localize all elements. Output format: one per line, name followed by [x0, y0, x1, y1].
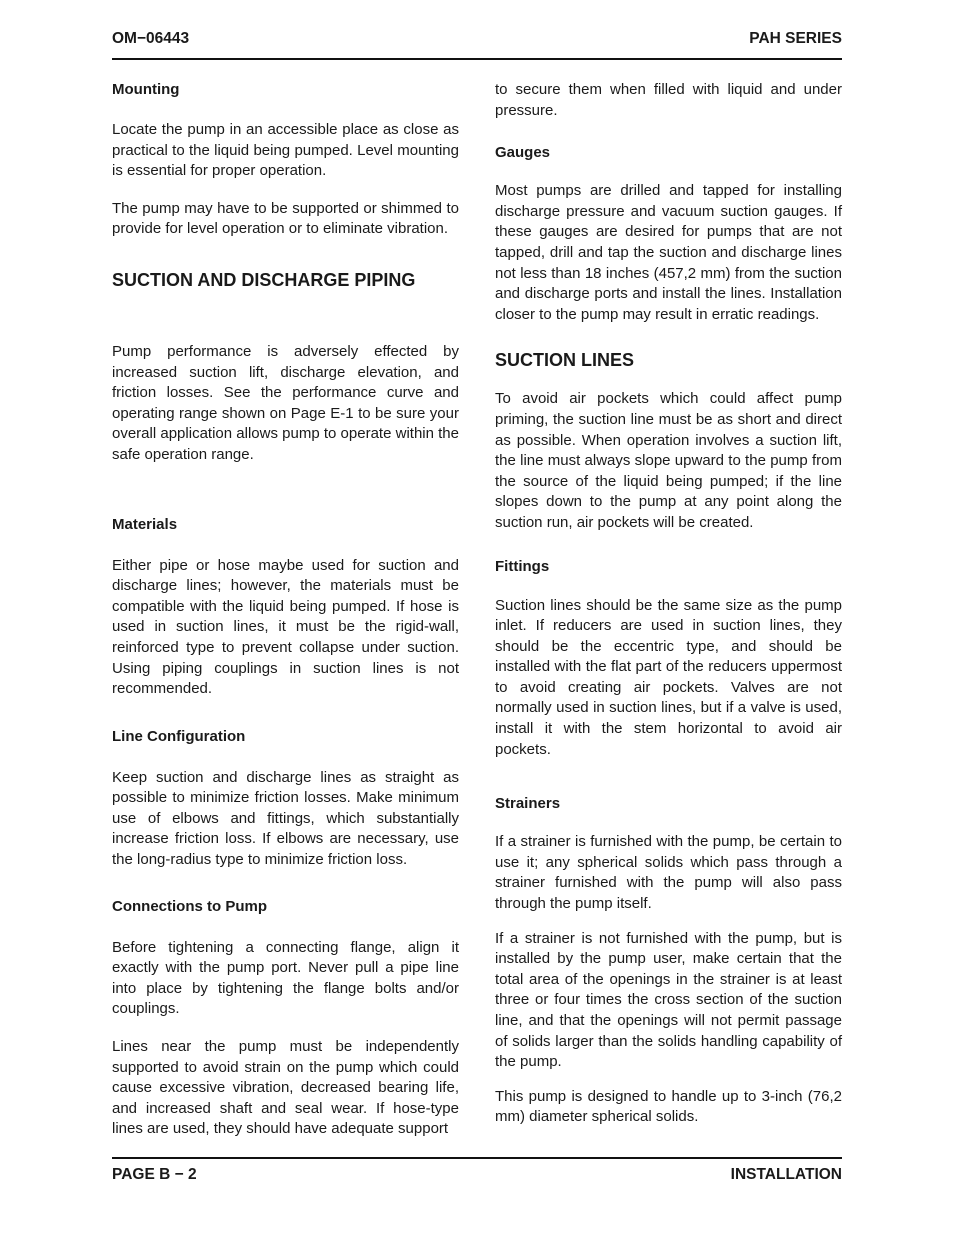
mounting-heading: Mounting — [112, 81, 180, 98]
line-configuration-heading: Line Configuration — [112, 727, 246, 745]
right-column — [495, 80, 842, 1128]
strainers-paragraph-3: This pump is designed to handle up to 3-inch (76,2 mm) diameter spherical solids. — [495, 1087, 842, 1126]
materials-heading: Materials — [112, 515, 178, 533]
series-name: PAH SERIES — [749, 30, 842, 47]
strainers-paragraph-2: If a strainer is not furnished with the pump, but is installed by the pump user, make certain that the total area of the openings in the strainer is at least three or four times the cross section of the suction line, and that the openings will not permit passage of solids larger than the solids handling capability of the pump. — [495, 929, 842, 1071]
left-column — [112, 80, 459, 1140]
strainers-paragraph-1: If a strainer is furnished with the pump, be certain to use it; any spherical solids which pass through a strainer furnished with the pump will also pass through the pump itself. — [495, 833, 842, 913]
mounting-paragraph-2: The pump may have to be supported or shimmed to provide for level operation or to eliminate vibration. — [112, 199, 459, 238]
suction-discharge-paragraph: Pump performance is adversely effected by increased suction lift, discharge elevation, and friction losses. See the performance curve and operating range shown on Page E-1 to be sure your overall application allows pump to operate within the safe operation range. — [112, 342, 459, 463]
footer-rule — [112, 1157, 842, 1159]
suction-discharge-piping-heading: SUCTION AND DISCHARGE PIPING — [112, 269, 416, 290]
fittings-heading: Fittings — [495, 557, 550, 575]
line-configuration-paragraph: Keep suction and discharge lines as straight as possible to minimize friction losses. Make minimum use of elbows and fittings, which substantially increase friction loss. If elbows are necessary, use the long-radius type to minimize friction loss. — [112, 768, 459, 869]
connections-paragraph-2: Lines near the pump must be independently supported to avoid strain on the pump which could cause excessive vibration, decreased bearing life, and increased shaft and seal wear. If hose-type lines are used, they should have adequate support — [112, 1038, 459, 1138]
continuation-paragraph: to secure them when filled with liquid and under pressure. — [495, 81, 842, 119]
document-number: OM−06443 — [112, 30, 190, 47]
suction-lines-paragraph: To avoid air pockets which could affect pump priming, the suction line must be as short and direct as possible. When operation involves a suction lift, the line must always slope upward to the pump from the source of the liquid being pumped; if the line slopes down to the pump at any point along the suction run, air pockets will be created. — [495, 390, 842, 531]
section-name: INSTALLATION — [730, 1166, 842, 1183]
connections-heading: Connections to Pump — [112, 897, 267, 915]
materials-paragraph: Either pipe or hose maybe used for suction and discharge lines; however, the materials must be compatible with the liquid being pumped. If hose is used in suction lines, it must be the rigid-wall, reinforced type to prevent collapse under suction. Using piping couplings in suction lines is not recommended. — [112, 556, 459, 698]
mounting-paragraph-1: Locate the pump in an accessible place as close as practical to the liquid being pumped. Level mounting is essential for proper operation. — [112, 121, 459, 180]
page-number: PAGE B − 2 — [112, 1166, 197, 1183]
connections-paragraph-1: Before tightening a connecting flange, align it exactly with the pump port. Never pull a pipe line into place by tightening the flange bolts and/or couplings. — [112, 938, 459, 1018]
fittings-paragraph: Suction lines should be the same size as the pump inlet. If reducers are used in suction lines, they should be the eccentric type, and should be installed with the flat part of the reducers uppermost to avoid creating air pockets. Valves are not normally used in suction lines, but if a valve is used, install it with the stem horizontal to avoid air pockets. — [495, 596, 842, 758]
gauges-heading: Gauges — [495, 144, 551, 162]
suction-lines-heading: SUCTION LINES — [495, 350, 635, 371]
gauges-paragraph: Most pumps are drilled and tapped for installing discharge pressure and vacuum suction gauges. If these gauges are desired for pumps that are not tapped, drill and tap the suction and discharge lines not less than 18 inches (457,2 mm) from the suction and discharge ports and install the lines. Installation closer to the pump may result in erratic readings. — [495, 182, 842, 323]
strainers-heading: Strainers — [495, 795, 561, 813]
header-rule — [112, 58, 842, 60]
